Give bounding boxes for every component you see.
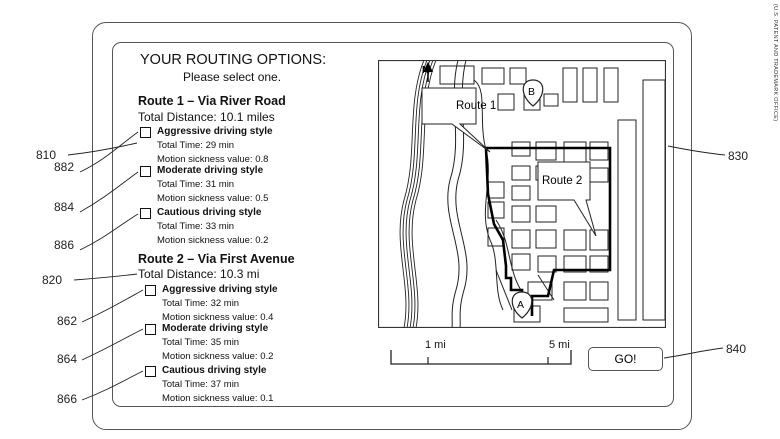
option-motion-sickness: Motion sickness value: 0.5 [157,193,269,204]
scale-label-1mi: 1 mi [425,339,446,351]
patent-office-watermark: (U.S. PATENT AND TRADEMARK OFFICE) [772,4,778,122]
start-marker-label: A [517,299,525,311]
option-label: Cautious driving style [162,365,267,376]
ref-numeral-864: 864 [57,352,78,366]
route-1-distance: Total Distance: 10.1 miles [138,110,275,124]
ref-numeral-882: 882 [54,160,75,174]
ref-numeral-830: 830 [728,149,749,163]
ref-numeral-820: 820 [42,273,63,287]
option-label: Aggressive driving style [162,284,278,295]
option-total-time: Total Time: 37 min [162,379,240,390]
option-motion-sickness: Motion sickness value: 0.1 [162,393,274,404]
option-label: Aggressive driving style [157,126,273,137]
ref-numeral-886: 886 [54,238,75,252]
ref-numeral-884: 884 [54,200,75,214]
option-motion-sickness: Motion sickness value: 0.4 [162,312,274,323]
option-motion-sickness: Motion sickness value: 0.2 [157,235,269,246]
ref-numeral-840: 840 [726,342,747,356]
end-marker-label: B [528,86,536,98]
ref-numeral-862: 862 [57,314,78,328]
scale-label-5mi: 5 mi [549,339,570,351]
option-total-time: Total Time: 33 min [157,221,235,232]
go-button[interactable]: GO! [588,347,663,371]
ref-numeral-810: 810 [36,148,57,162]
route-2-heading: Route 2 – Via First Avenue [138,252,295,266]
route-2-distance: Total Distance: 10.3 mi [138,267,260,281]
option-label: Moderate driving style [157,165,264,176]
route-1-heading: Route 1 – Via River Road [138,94,286,108]
route-2-callout-label: Route 2 [542,175,583,187]
option-motion-sickness: Motion sickness value: 0.2 [162,351,274,362]
option-total-time: Total Time: 31 min [157,179,235,190]
north-label: N [422,65,430,76]
option-total-time: Total Time: 35 min [162,337,240,348]
option-label: Cautious driving style [157,207,262,218]
page-title: YOUR ROUTING OPTIONS: [140,52,327,68]
route-1-callout-label: Route 1 [456,100,497,112]
option-total-time: Total Time: 29 min [157,140,235,151]
ref-numeral-866: 866 [57,392,78,406]
option-label: Moderate driving style [162,323,269,334]
option-motion-sickness: Motion sickness value: 0.8 [157,154,269,165]
option-total-time: Total Time: 32 min [162,298,240,309]
page-subtitle: Please select one. [183,70,282,84]
